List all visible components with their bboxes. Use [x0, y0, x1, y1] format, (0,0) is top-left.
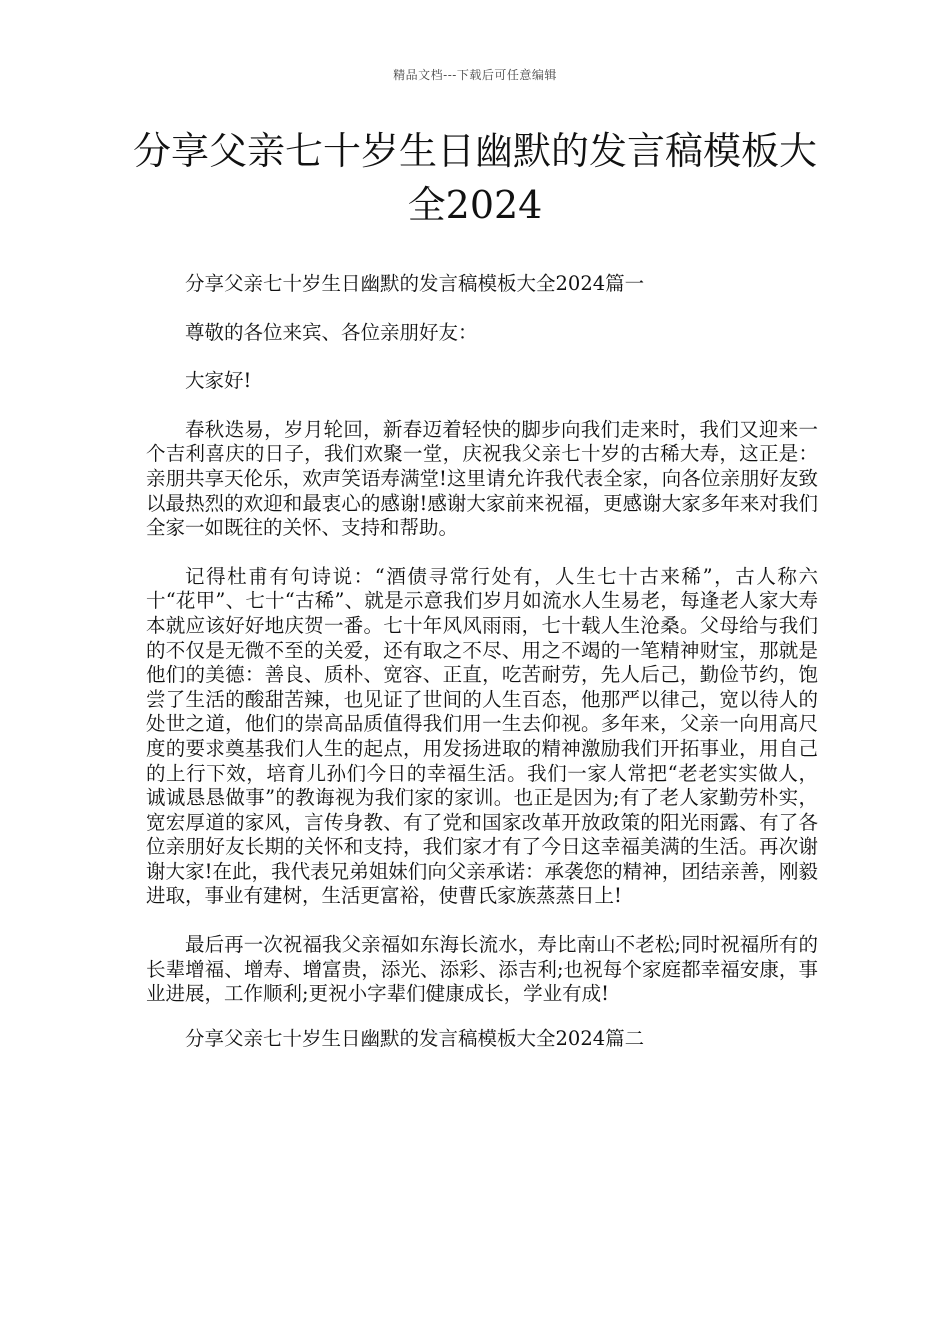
document-body: [146, 272, 818, 1051]
header-note: 精品文档---下载后可任意编辑: [393, 68, 557, 82]
greeting: 大家好!: [185, 369, 252, 393]
section-heading-1: 分享父亲七十岁生日幽默的发言稿模板大全2024篇一: [185, 272, 645, 295]
section-heading-2: 分享父亲七十岁生日幽默的发言稿模板大全2024篇二: [185, 1026, 645, 1050]
document-title: 分享父亲七十岁生日幽默的发言稿模板大全2024: [132, 129, 817, 227]
salutation: 尊敬的各位来宾、各位亲朋好友：: [185, 320, 478, 344]
paragraph-opening: 春秋迭易，岁月轮回，新春迈着轻快的脚步向我们走来时，我们又迎来一个吉利喜庆的日子，我们欢聚一堂，庆祝我父亲七十岁的古稀大寿，这正是：亲朋共享天伦乐，欢声笑语寿满堂!这里请允许我代表全家，向各位亲朋好友致以最热烈的欢迎和最衷心的感谢!感谢大家前来祝福，更感谢大家多年来对我们全家一如既往的关怀、支持和帮助。: [146, 417, 818, 540]
paragraph-closing: 最后再一次祝福我父亲福如东海长流水，寿比南山不老松;同时祝福所有的长辈增福、增寿、增富贵，添光、添彩、添吉利;也祝每个家庭都幸福安康，事业进展，工作顺利;更祝小字辈们健康成长，学业有成!: [146, 933, 818, 1006]
paragraph-main: 记得杜甫有句诗说：“酒债寻常行处有，人生七十古来稀”，古人称六十“花甲”、七十“古稀”、就是示意我们岁月如流水人生易老，每逢老人家大寿本就应该好好地庆贺一番。七十年风风雨雨，七十载人生沧桑。父母给与我们的不仅是无微不至的关爱，还有取之不尽、用之不竭的一笔精神财宝，那就是他们的美德：善良、质朴、宽容、正直，吃苦耐劳，先人后己，勤俭节约，饱尝了生活的酸甜苦辣，也见证了世间的人生百态，他那严以律己，宽以待人的处世之道，他们的崇高品质值得我们用一生去仰视。多年来，父亲一向用高尺度的要求奠基我们人生的起点，用发扬进取的精神激励我们开拓事业，用自己的上行下效，培育儿孙们今日的幸福生活。我们一家人常把“老老实实做人，诚诚恳恳做事”的教诲视为我们家的家训。也正是因为;有了老人家勤劳朴实，宽宏厚道的家风，言传身教、有了党和国家改革开放政策的阳光雨露、有了各位亲朋好友长期的关怀和支持，我们家才有了今日这幸福美满的生活。再次谢谢大家!在此，我代表兄弟姐妹们向父亲承诺：承袭您的精神，团结亲善，刚毅进取，事业有建树，生活更富裕，使曹氏家族蒸蒸日上!: [146, 564, 818, 908]
